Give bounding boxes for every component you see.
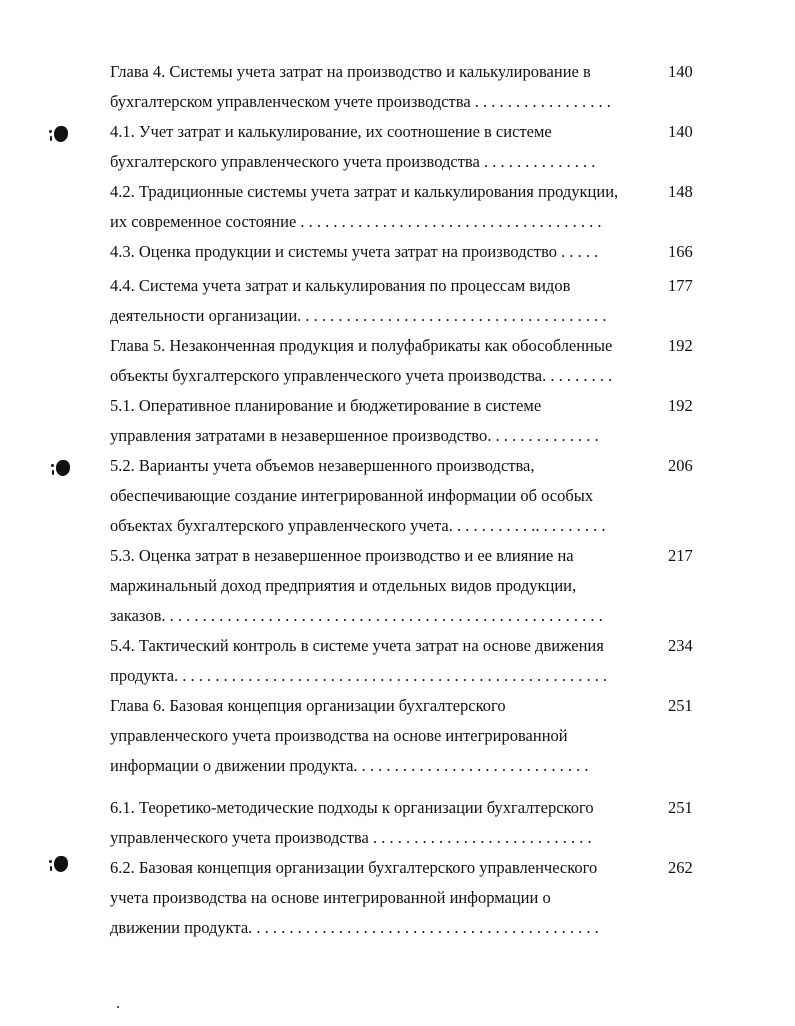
toc-page-number: 148 bbox=[668, 182, 693, 201]
toc-entry-text-line: 5.1. Оперативное планирование и бюджетирование в системе bbox=[110, 396, 542, 415]
toc-entry-text-line: Глава 5. Незаконченная продукция и полуфабрикаты как обособленные bbox=[110, 336, 613, 355]
hole-punch-mark-bottom bbox=[54, 856, 68, 872]
toc-entry-text-line: продукта. . . . . . . . . . . . . . . . . . . . . . . . . . . . . . . . . . . . . . . . . . . . . . . . . . . . . bbox=[110, 666, 608, 685]
toc-entry-chapter-6 bbox=[110, 691, 710, 781]
toc-page-number: 251 bbox=[668, 696, 693, 715]
toc-entry-4-4 bbox=[110, 271, 710, 331]
toc-entry-4-3 bbox=[110, 237, 710, 267]
toc-entry-text-line: их современное состояние . . . . . . . . . . . . . . . . . . . . . . . . . . . . . . . . . . . . . bbox=[110, 212, 602, 231]
toc-entry-chapter-4 bbox=[110, 57, 710, 117]
toc-page-number: 206 bbox=[668, 456, 693, 475]
toc-entry-6-2 bbox=[110, 853, 710, 943]
toc-page-number: 166 bbox=[668, 242, 693, 261]
toc-entry-text-line: 6.1. Теоретико-методические подходы к организации бухгалтерского bbox=[110, 798, 594, 817]
toc-page-number: 234 bbox=[668, 636, 693, 655]
toc-entry-text-line: маржинальный доход предприятия и отдельных видов продукции, bbox=[110, 576, 577, 595]
toc-entry-6-1 bbox=[110, 793, 710, 853]
toc-entry-5-2 bbox=[110, 451, 710, 541]
toc-entry-text-line: Глава 4. Системы учета затрат на производство и калькулирование в bbox=[110, 62, 591, 81]
toc-page-number: 192 bbox=[668, 336, 693, 355]
toc-entry-text-line: объектах бухгалтерского управленческого учета. . . . . . . . . . .. . . . . . . . . bbox=[110, 516, 606, 535]
toc-entry-5-1 bbox=[110, 391, 710, 451]
toc-page-number: 217 bbox=[668, 546, 693, 565]
toc-entry-text-line: управленческого учета производства на основе интегрированной bbox=[110, 726, 568, 745]
toc-entry-text-line: движении продукта. . . . . . . . . . . . . . . . . . . . . . . . . . . . . . . . . . . . . . . . . . . bbox=[110, 918, 599, 937]
toc-entry-5-3 bbox=[110, 541, 710, 631]
toc-entry-text-line: управленческого учета производства . . . . . . . . . . . . . . . . . . . . . . . . . . . bbox=[110, 828, 592, 847]
toc-entry-text-line: бухгалтерском управленческом учете производства . . . . . . . . . . . . . . . . . bbox=[110, 92, 611, 111]
toc-entry-text-line: объекты бухгалтерского управленческого учета производства. . . . . . . . . bbox=[110, 366, 613, 385]
toc-entry-text-line: 5.3. Оценка затрат в незавершенное производство и ее влияние на bbox=[110, 546, 574, 565]
toc-entry-text-line: Глава 6. Базовая концепция организации бухгалтерского bbox=[110, 696, 506, 715]
hole-punch-mark-top bbox=[54, 126, 68, 142]
toc-entry-text-line: 6.2. Базовая концепция организации бухгалтерского управленческого bbox=[110, 858, 598, 877]
toc-page-number: 140 bbox=[668, 122, 693, 141]
toc-entry-text-line: заказов. . . . . . . . . . . . . . . . . . . . . . . . . . . . . . . . . . . . . . . . . . . . . . . . . . . . . . bbox=[110, 606, 603, 625]
toc-page-number: 251 bbox=[668, 798, 693, 817]
toc-entry-4-1 bbox=[110, 117, 710, 177]
toc-page-number: 177 bbox=[668, 276, 693, 295]
toc-entry-text-line: 4.2. Традиционные системы учета затрат и калькулирования продукции, bbox=[110, 182, 619, 201]
toc-entry-4-2 bbox=[110, 177, 710, 237]
toc-entry-text-line: обеспечивающие создание интегрированной информации об особых bbox=[110, 486, 594, 505]
toc-page-number: 192 bbox=[668, 396, 693, 415]
toc-entry-chapter-5 bbox=[110, 331, 710, 391]
toc-entry-text-line: 5.2. Варианты учета объемов незавершенного производства, bbox=[110, 456, 535, 475]
toc-entry-text-line: управления затратами в незавершенное производство. . . . . . . . . . . . . . bbox=[110, 426, 599, 445]
toc-entry-text-line: учета производства на основе интегрированной информации о bbox=[110, 888, 551, 907]
toc-entry-text-line: 5.4. Тактический контроль в системе учета затрат на основе движения bbox=[110, 636, 604, 655]
toc-entry-text-line: бухгалтерского управленческого учета производства . . . . . . . . . . . . . . bbox=[110, 152, 596, 171]
scan-speck bbox=[117, 1006, 119, 1008]
toc-entry-text-line: 4.3. Оценка продукции и системы учета затрат на производство . . . . . bbox=[110, 242, 599, 261]
toc-entry-text-line: информации о движении продукта. . . . . . . . . . . . . . . . . . . . . . . . . . . . . bbox=[110, 756, 589, 775]
hole-punch-mark-middle bbox=[56, 460, 70, 476]
toc-page-number: 262 bbox=[668, 858, 693, 877]
toc-page-number: 140 bbox=[668, 62, 693, 81]
toc-entry-text-line: деятельности организации. . . . . . . . . . . . . . . . . . . . . . . . . . . . . . . . . . . . . . bbox=[110, 306, 607, 325]
toc-entry-5-4 bbox=[110, 631, 710, 691]
table-of-contents bbox=[110, 57, 710, 943]
toc-entry-text-line: 4.1. Учет затрат и калькулирование, их соотношение в системе bbox=[110, 122, 552, 141]
toc-entry-text-line: 4.4. Система учета затрат и калькулирования по процессам видов bbox=[110, 276, 571, 295]
